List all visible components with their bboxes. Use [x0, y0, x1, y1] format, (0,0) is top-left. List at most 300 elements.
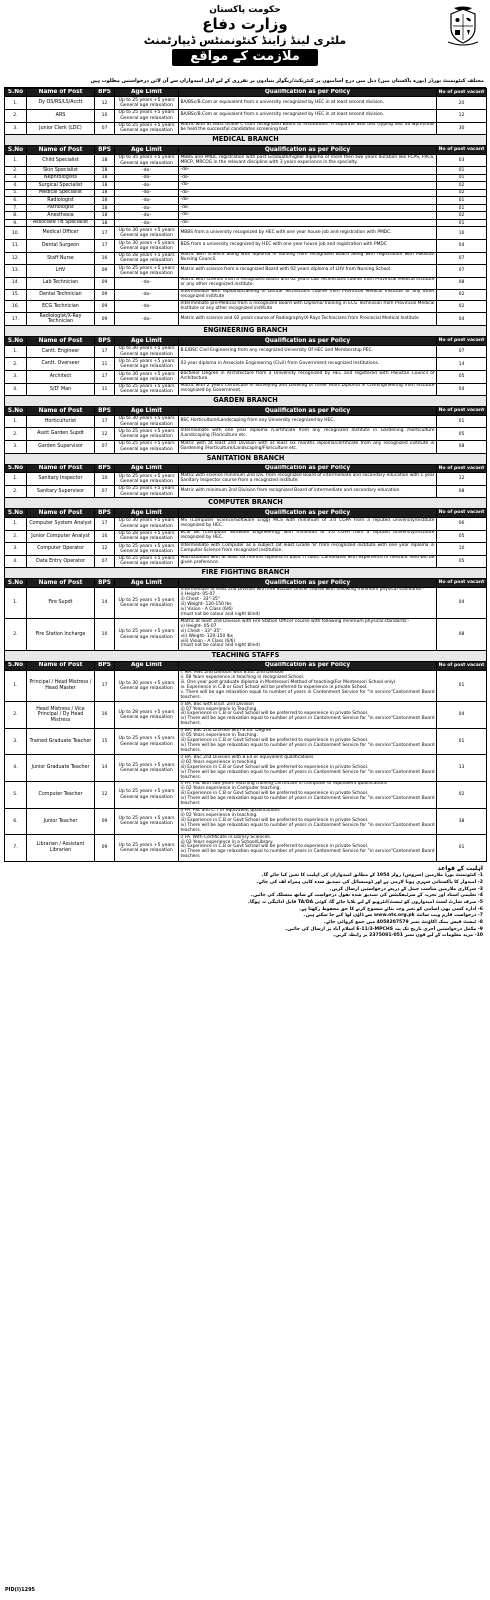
header-ministry: وزارت دفاع — [202, 15, 288, 34]
age-header: Age Limit — [115, 146, 179, 155]
table-row — [5, 543, 487, 556]
branch-title: MEDICAL BRANCH — [5, 135, 487, 146]
row-post: Surgical Specialist — [27, 182, 95, 190]
row-bps: 10 — [95, 619, 115, 651]
row-bps: 17 — [95, 227, 115, 240]
vacancy-header: No of post vacant — [437, 88, 487, 97]
row-sno: 16. — [5, 301, 27, 313]
pid-number: PID(I)1295 — [5, 1587, 36, 1594]
branch-title-row — [5, 326, 487, 337]
row-bps: 17 — [95, 670, 115, 702]
table-row — [5, 473, 487, 486]
row-sno: 12. — [5, 252, 27, 265]
row-post: Trained Graduate Teacher — [27, 728, 95, 755]
bps-header: BPS — [95, 88, 115, 97]
row-vacancies: 04 — [437, 383, 487, 396]
row-qualification: -do- — [179, 204, 437, 212]
post-header: Name of Post — [27, 464, 95, 473]
row-sno: 13. — [5, 265, 27, 278]
table-row — [5, 97, 487, 110]
row-qualification: i) FA. FSc and C.T or equivalent qualifications ii) 02 Years experience in teaching. iii) Experience in C.B or Govt School will be preferred to experience in private School. iv) There will be age relaxation equal to number of years in Cantonment Service for "in service"Cantonment Board teachers. — [180, 808, 435, 833]
vacancy-header: No of post vacant — [437, 146, 487, 155]
row-age: -do- — [115, 182, 179, 190]
row-post: Librarian / Assistant Librarian — [27, 835, 95, 862]
qualification-header: Qualification as per Policy — [179, 146, 437, 155]
row-qualification: -do- — [179, 174, 437, 182]
row-age: Up to 25 years +5 years General age relaxation — [115, 619, 179, 651]
row-qualification: Matric at least 2nd Division with Fire Station Officer course with following minimum physical standards:- v) Height- 05-07 vi) Chest - 33"-35" vii) Weight- 120-150 lbs viii) Vision - A Class (6/6) (must not be colour and night blind) — [179, 619, 437, 651]
row-qualification: Matric with science from a recognized Board with 02 years diploma of LHV from Nursing School. — [179, 265, 437, 278]
row-sno: 11. — [5, 240, 27, 253]
row-vacancies: 05 — [437, 530, 487, 543]
terms-line: 5- صرف شارٹ لسٹ امیدواروں کو ٹیسٹ/انٹرویو کے لیے بلایا جائے گا، کوئی TA/DA قابل ادائیگی نہ ہوگا۔ — [247, 900, 483, 906]
row-post: Junior Graduate Teacher — [27, 755, 95, 782]
row-sno: 17. — [5, 313, 27, 326]
bps-header: BPS — [95, 579, 115, 588]
row-sno: 7. — [5, 835, 27, 862]
row-sno: 4. — [5, 383, 27, 396]
row-sno: 3. — [5, 371, 27, 384]
row-post: Dental Technician — [27, 289, 95, 301]
row-vacancies: 12 — [437, 473, 487, 486]
table-row — [5, 182, 487, 190]
row-qualification: MBBS from a university recognized by HEC with one year house job and registration with PMDC. — [179, 227, 437, 240]
row-bps: 11 — [95, 383, 115, 396]
row-post: Nephrologists — [27, 174, 95, 182]
row-age: Up to 30 years +5 years General age relaxation — [115, 345, 179, 358]
row-post: Child Specialist — [27, 154, 95, 167]
row-age: Up to 25 years +5 years General age relaxation — [115, 755, 179, 782]
row-sno: 1. — [5, 670, 27, 702]
post-header: Name of Post — [27, 88, 95, 97]
bps-header: BPS — [95, 407, 115, 416]
row-qualification: BA/BSc/B.Com or equivalent from a university recognized by HEC in at least second division. — [179, 109, 437, 122]
row-vacancies: 14 — [437, 358, 487, 371]
branch-title: TEACHING STAFFS — [5, 650, 487, 661]
row-post: Computer Operator — [27, 543, 95, 556]
row-age: Up to 25 years +5 years General age relaxation — [115, 109, 179, 122]
table-row — [5, 555, 487, 568]
sno-header: S.No — [5, 88, 27, 97]
row-post: Head Mistress / Vice Principal / Dy Head Mistress — [27, 702, 95, 729]
row-qualification: Matric with at least Grade C from recognized Board or institutions. A separate Skill test (typing test 30 wpm)shall be held the successful candidates screening test — [179, 122, 437, 135]
row-vacancies: 04 — [437, 587, 487, 619]
row-vacancies: 07 — [437, 265, 487, 278]
intro-text: مختلف کنٹونمنٹ بورڈز (پورے پاکستان میں) ذیل میں درج اسامیوں پر کنٹریکٹ/ریگولر بنیادوں پر تقرری کے لیے اہل امیدواران سے آن لائن درخواستیں مطلوب ہیں — [4, 78, 486, 88]
row-vacancies: 05 — [437, 428, 487, 441]
qualification-header: Qualification as per Policy — [179, 337, 437, 346]
row-age: -do- — [115, 301, 179, 313]
table-header-row — [5, 464, 487, 473]
vacancy-header: No of post vacant — [437, 661, 487, 670]
terms-line: 1- کنٹونمنٹ بورڈ ملازمین (سروس) رولز 1954 کے مطابق امیدواران کی اہلیت کا تعین کیا جائے گا۔ — [261, 873, 483, 879]
branch-title-row — [5, 135, 487, 146]
branch-title: FIRE FIGHTING BRANCH — [5, 568, 487, 579]
row-vacancies: 03 — [437, 154, 487, 167]
row-qualification: Matric with science from a recognized Board and 02 years Lab Technicians course from Provincial Medical Institute or any other recognized institute. — [180, 277, 435, 288]
row-bps: 07 — [95, 440, 115, 453]
table-row — [5, 227, 487, 240]
row-post: Dental Surgeon — [27, 240, 95, 253]
row-sno: 1. — [5, 473, 27, 486]
row-post: Junior Computer Analyst — [27, 530, 95, 543]
branch-title-row — [5, 453, 487, 464]
row-vacancies: 07 — [437, 345, 487, 358]
vacancy-header: No of post vacant — [437, 579, 487, 588]
table-header-row — [5, 407, 487, 416]
row-post: Medical Officer — [27, 227, 95, 240]
table-row — [5, 755, 487, 782]
row-sno: 4. — [5, 755, 27, 782]
table-row — [5, 204, 487, 212]
row-age: Up to 25 years +5 years General age relaxation — [115, 265, 179, 278]
table-row — [5, 415, 487, 428]
table-row — [5, 440, 487, 453]
row-qualification: 03 year diploma in Associate Engineering (Civil) from Government recognized Institutions. — [179, 358, 437, 371]
row-bps: 14 — [95, 587, 115, 619]
qualification-header: Qualification as per Policy — [179, 661, 437, 670]
row-post: Garden Supervisor — [27, 440, 95, 453]
row-qualification: B.E/BSC Civil Engineering from any recognized University Of HEC and Membership PEC. — [179, 345, 437, 358]
qualification-header: Qualification as per Policy — [179, 579, 437, 588]
row-qualification: BA/BSc/B.Com or equivalent from a university recognized by HEC in at least second division. — [179, 97, 437, 110]
row-bps: 18 — [95, 174, 115, 182]
row-bps: 16 — [95, 252, 115, 265]
row-post: ARS — [27, 109, 95, 122]
row-age: Up to 30 years +5 years General age relaxation — [115, 670, 179, 702]
age-header: Age Limit — [115, 661, 179, 670]
row-post: Sanitary Inspector — [27, 473, 95, 486]
row-age: Up to 25 years +5 years General age relaxation — [115, 835, 179, 862]
branch-title-row — [5, 568, 487, 579]
table-header-row — [5, 337, 487, 346]
row-vacancies: 01 — [437, 415, 487, 428]
row-post: Computer Teacher — [27, 781, 95, 808]
row-bps: 16 — [95, 530, 115, 543]
table-row — [5, 154, 487, 167]
row-bps: 16 — [95, 702, 115, 729]
row-age: -do- — [115, 167, 179, 175]
row-sno: 2. — [5, 619, 27, 651]
terms-line: 4- تعلیمی اسناد اور تجربہ کے سرٹیفکیٹس کی تصدیق شدہ نقول درخواست کے ساتھ منسلک کی جائیں۔ — [250, 893, 483, 899]
row-qualification: BCS/ BE (Computer Software Engineering) with minimum of 3.0 CGPA from a reputed university/Institute recognized by HEC. — [179, 530, 437, 543]
row-age: Up to 25 years +5 years General age relaxation — [115, 122, 179, 135]
row-qualification: i) BA, BSc with B.Ed. 2nd Division ii) 07 Years experience in Teaching. iii) Experience in C.B or Govt School will be preferred to experience in private School. iv) There will be age relaxation equal to number of years in Cantonment Service for "in service"Cantonment Board teachers. — [180, 701, 435, 727]
branch-title-row — [5, 396, 487, 407]
row-sno: 6. — [5, 197, 27, 205]
bps-header: BPS — [95, 146, 115, 155]
row-post: Dy OS/RS/LS/Acctt — [27, 97, 95, 110]
row-bps: 09 — [95, 289, 115, 301]
row-sno: 5. — [5, 189, 27, 197]
row-age: -do- — [115, 289, 179, 301]
row-qualification: Intermediate with diploma/training in Dental Technicians course from Provincial Medical Institute or any other recognized institute — [180, 289, 435, 299]
row-age: Up to 25 years +5 years General age relaxation — [115, 473, 179, 486]
row-bps: 18 — [95, 204, 115, 212]
bps-header: BPS — [95, 464, 115, 473]
table-header-row — [5, 579, 487, 588]
row-post: ECG Technician — [27, 301, 95, 313]
row-age: Up to 25 years +5 years General age relaxation — [115, 358, 179, 371]
row-age: Up to 25 years +5 years General age relaxation — [115, 383, 179, 396]
row-vacancies: 04 — [437, 240, 487, 253]
row-vacancies: 16 — [437, 227, 487, 240]
vacancy-header: No of post vacant — [437, 337, 487, 346]
row-qualification: MBBS and PMDC registration with post Graduate/higher diploma of more then two years duration like FCPS, FRCS, MRCP, MRCOG in the relevant discipline with 3 years experience in the specialty. — [179, 154, 437, 167]
table-row — [5, 371, 487, 384]
row-age: Up to 28 years +5 years General age relaxation — [115, 702, 179, 729]
branch-title-row — [5, 650, 487, 661]
row-sno: 1. — [5, 154, 27, 167]
row-age: Up to 30 years +5 years General age relaxation — [115, 371, 179, 384]
row-age: Up to 25 years +5 years General age relaxation — [115, 485, 179, 498]
table-row — [5, 189, 487, 197]
row-post: Skin Specialist — [27, 167, 95, 175]
vacancy-header: No of post vacant — [437, 509, 487, 518]
row-vacancies: 01 — [437, 167, 487, 175]
table-row — [5, 252, 487, 265]
row-post: Junior Teacher — [27, 808, 95, 835]
row-sno: 2. — [5, 428, 27, 441]
vacancy-header: No of post vacant — [437, 407, 487, 416]
row-qualification: Intermediate pre-Medical from a recognized Board with Diploma/Training in ECG Technician from Provincial Medical Institute or any other recognized institute — [180, 300, 435, 311]
terms-line: 7- درخواست فارم ویب سائٹ www.ots.org.pk سے ڈاؤن لوڈ کیے جا سکتے ہیں۔ — [303, 913, 483, 919]
terms-title: اہلیت کے قواعد — [437, 864, 483, 872]
row-sno: 3. — [5, 440, 27, 453]
table-row — [5, 277, 487, 289]
row-vacancies: 05 — [437, 555, 487, 568]
row-post: Junior Clerk (LDC) — [27, 122, 95, 135]
row-vacancies: 01 — [437, 219, 487, 227]
post-header: Name of Post — [27, 146, 95, 155]
row-post: Radiologist — [27, 197, 95, 205]
table-row — [5, 619, 487, 651]
branch-title: SANITATION BRANCH — [5, 453, 487, 464]
row-post: Lab Technician — [27, 277, 95, 289]
branch-title: ENGINEERING BRANCH — [5, 326, 487, 337]
row-bps: 14 — [95, 755, 115, 782]
row-bps: 09 — [95, 313, 115, 326]
row-post: Fire Station Incharge — [27, 619, 95, 651]
row-post: Cantt. Overseer — [27, 358, 95, 371]
row-sno: 15. — [5, 289, 27, 301]
table-row — [5, 428, 487, 441]
row-post: Principal / Head Mistress / Head Master — [27, 670, 95, 702]
row-bps: 17 — [95, 371, 115, 384]
row-vacancies: 08 — [437, 619, 487, 651]
row-post: Cantt. Engineer — [27, 345, 95, 358]
row-post: LHV — [27, 265, 95, 278]
terms-line: 9- مکمل درخواستیں آخری تاریخ تک پتہ E-11/3-MPCHS اسلام آباد پر ارسال کی جائیں۔ — [284, 926, 483, 932]
row-vacancies: 02 — [437, 289, 487, 301]
row-qualification: Intermediate at least 2nd Division with Fire Station Officer course with following minimum physical standards:- i) Height- 05-07 ii) Chest - 33"-35" iii) Weight- 120-150 lbs iv) Vision - A Class (6/6) (must not be colour and night blind) — [179, 587, 437, 619]
row-vacancies: 38 — [437, 808, 487, 835]
row-age: -do- — [115, 313, 179, 326]
row-sno: 8. — [5, 212, 27, 220]
row-qualification: -do- — [179, 182, 437, 190]
vacancy-header: No of post vacant — [437, 464, 487, 473]
sno-header: S.No — [5, 464, 27, 473]
terms-section — [4, 862, 486, 940]
row-post: Anesthesia — [27, 212, 95, 220]
row-age: Up to 25 years +5 years General age relaxation — [115, 808, 179, 835]
table-row — [5, 167, 487, 175]
branch-title: GARDEN BRANCH — [5, 396, 487, 407]
table-row — [5, 485, 487, 498]
row-vacancies: 01 — [437, 197, 487, 205]
row-vacancies: 13 — [437, 755, 487, 782]
bps-header: BPS — [95, 509, 115, 518]
row-post: Horticulturist — [27, 415, 95, 428]
row-qualification: i) BA, BSc 2nd Division with B.Ed. Degree ii) 05 Years experience in Teaching. iii) Experience in C.B or Govt School will be preferred to experience in private School. iv) There will be age relaxation equal to number of years in Cantonment Service for "in service"Cantonment Board teachers. — [180, 728, 435, 753]
row-qualification: -do- — [179, 189, 437, 197]
table-row — [5, 358, 487, 371]
row-qualification: Bachelor Degree in Architecture from a University recognized by HEC and registered with Pakistan Council of Architecture. — [179, 371, 437, 384]
row-post: Associate TB Specialist — [27, 219, 95, 227]
row-sno: 4. — [5, 555, 27, 568]
row-vacancies: 01 — [437, 174, 487, 182]
row-age: Up to 30 years +5 years General age relaxation — [115, 415, 179, 428]
row-sno: 1. — [5, 415, 27, 428]
row-vacancies: 02 — [437, 212, 487, 220]
row-vacancies: 30 — [437, 122, 487, 135]
terms-list — [7, 873, 483, 940]
sno-header: S.No — [5, 407, 27, 416]
qualification-header: Qualification as per Policy — [179, 509, 437, 518]
row-qualification: BDS from a university recognized by HEC with one year house job and registration with PMDC — [179, 240, 437, 253]
row-bps: 18 — [95, 197, 115, 205]
header-department: ملٹری لینڈ زاینڈ کنٹونمنٹس ڈیپارٹمنٹ — [143, 33, 347, 47]
table-row — [5, 808, 487, 835]
sno-header: S.No — [5, 661, 27, 670]
table-row — [5, 301, 487, 313]
row-sno: 14. — [5, 277, 27, 289]
table-row — [5, 383, 487, 396]
row-age: Up to 25 years +5 years General age relaxation — [115, 97, 179, 110]
row-sno: 2. — [5, 702, 27, 729]
table-header-row — [5, 88, 487, 97]
row-bps: 10 — [95, 473, 115, 486]
row-bps: 11 — [95, 358, 115, 371]
row-bps: 09 — [95, 265, 115, 278]
row-post: Sanitary Supervisor — [27, 485, 95, 498]
row-vacancies: 04 — [437, 313, 487, 326]
row-bps: 12 — [95, 781, 115, 808]
table-row — [5, 587, 487, 619]
row-sno: 3. — [5, 174, 27, 182]
row-sno: 1. — [5, 517, 27, 530]
row-sno: 2. — [5, 530, 27, 543]
terms-line: 6- ادارہ کسی بھی اسامی کو بغیر وجہ بتائے منسوخ کرنے کا حق محفوظ رکھتا ہے۔ — [298, 906, 483, 912]
row-post: S/D' Man — [27, 383, 95, 396]
row-sno: 9. — [5, 219, 27, 227]
sno-header: S.No — [5, 509, 27, 518]
table-row — [5, 728, 487, 755]
row-age: Up to 25 years +5 years General age relaxation — [115, 587, 179, 619]
row-vacancies: 05 — [437, 371, 487, 384]
row-bps: 09 — [95, 301, 115, 313]
row-sno: 3. — [5, 728, 27, 755]
row-qualification: Matric with science and 02 years course of Radiography/X-Rays Technicians from Provincial Medical Institute — [179, 313, 437, 326]
pakistan-emblem-icon — [446, 6, 480, 46]
row-age: -do- — [115, 174, 179, 182]
row-bps: 12 — [95, 428, 115, 441]
age-header: Age Limit — [115, 464, 179, 473]
terms-line: 8- ٹیسٹ فیس بینک اکاؤنٹ نمبر 4058207579 میں جمع کروائی جائے۔ — [323, 920, 483, 926]
sno-header: S.No — [5, 337, 27, 346]
age-header: Age Limit — [115, 407, 179, 416]
row-age: Up to 28 years +5 years General age relaxation — [115, 530, 179, 543]
row-vacancies: 01 — [437, 670, 487, 702]
row-sno: 1. — [5, 587, 27, 619]
row-qualification: -do- — [179, 219, 437, 227]
row-qualification: i) FA. FSc with two years Teaching training Certificate in Computer or equivalent qualifications ii) 02 Years experience in Computer teaching. iii) Experience in C.B or Govt School will be preferred to experience in private School. iv) There will be age relaxation equal to number of years in Cantonment Service for "in service"Cantonment Board teachers — [180, 781, 435, 807]
row-qualification: i) FA. With Certificate in Library Sciences. ii) 02 Years experience in a School/Library. iii) Experience in C.B or Govt School will be preferred to experience in private School. iv) There will be age relaxation equal to number of years in Cantonment Service for "in service"Cantonment Board teachers — [180, 834, 435, 860]
bps-header: BPS — [95, 661, 115, 670]
table-header-row — [5, 661, 487, 670]
row-qualification: -do- — [179, 167, 437, 175]
table-row — [5, 219, 487, 227]
row-bps: 07 — [95, 555, 115, 568]
row-bps: 18 — [95, 219, 115, 227]
row-bps: 17 — [95, 517, 115, 530]
table-row — [5, 345, 487, 358]
branch-title: COMPUTER BRANCH — [5, 498, 487, 509]
row-vacancies: 02 — [437, 182, 487, 190]
age-header: Age Limit — [115, 88, 179, 97]
row-post: Data Entry Operator — [27, 555, 95, 568]
row-qualification: BSC Horticulture/Landscaping from any University recognized by HEC. — [179, 415, 437, 428]
table-row — [5, 670, 487, 702]
row-age: Up to 25 years +5 years General age relaxation — [115, 781, 179, 808]
row-sno: 10. — [5, 227, 27, 240]
age-header: Age Limit — [115, 337, 179, 346]
row-sno: 6. — [5, 808, 27, 835]
row-bps: 18 — [95, 189, 115, 197]
sno-header: S.No — [5, 146, 27, 155]
row-age: Up to 25 years +5 years General age relaxation — [115, 728, 179, 755]
row-age: Up to 25 years +5 years General age relaxation — [115, 555, 179, 568]
row-vacancies: 12 — [437, 109, 487, 122]
row-age: Up to 30 years +5 years General age relaxation — [115, 240, 179, 253]
row-post: Architect — [27, 371, 95, 384]
row-vacancies: 01 — [437, 728, 487, 755]
qualification-header: Qualification as per Policy — [179, 464, 437, 473]
row-age: -do- — [115, 212, 179, 220]
row-post: Medical Specialist — [27, 189, 95, 197]
row-bps: 17 — [95, 345, 115, 358]
post-header: Name of Post — [27, 509, 95, 518]
post-header: Name of Post — [27, 407, 95, 416]
header-banner: ملازمت کے مواقع — [172, 49, 318, 66]
row-vacancies: 01 — [437, 204, 487, 212]
row-vacancies: 08 — [437, 440, 487, 453]
vacancy-table — [4, 88, 487, 862]
qualification-header: Qualification as per Policy — [179, 407, 437, 416]
terms-line: 2- امیدوار کا پاکستانی شہری ہونا لازمی ہے اور ڈومیسائل کی تصدیق شدہ کاپی ہمراہ لف کی جائے۔ — [256, 880, 483, 886]
row-qualification: Matric with science minimum 2nd Div. from recognized Board of intermediate and secondary education with 1 year Sanitary Inspector course from a recognized institute. — [179, 473, 437, 486]
post-header: Name of Post — [27, 661, 95, 670]
row-vacancies: 02 — [437, 781, 487, 808]
row-bps: 07 — [95, 122, 115, 135]
terms-line: 10- مزید معلومات کے لیے فون نمبر 051-2375081 پر رابطہ کریں۔ — [332, 933, 483, 939]
row-vacancies: 06 — [437, 517, 487, 530]
bps-header: BPS — [95, 337, 115, 346]
row-sno: 2. — [5, 109, 27, 122]
row-bps: 18 — [95, 167, 115, 175]
table-row — [5, 781, 487, 808]
table-row — [5, 174, 487, 182]
